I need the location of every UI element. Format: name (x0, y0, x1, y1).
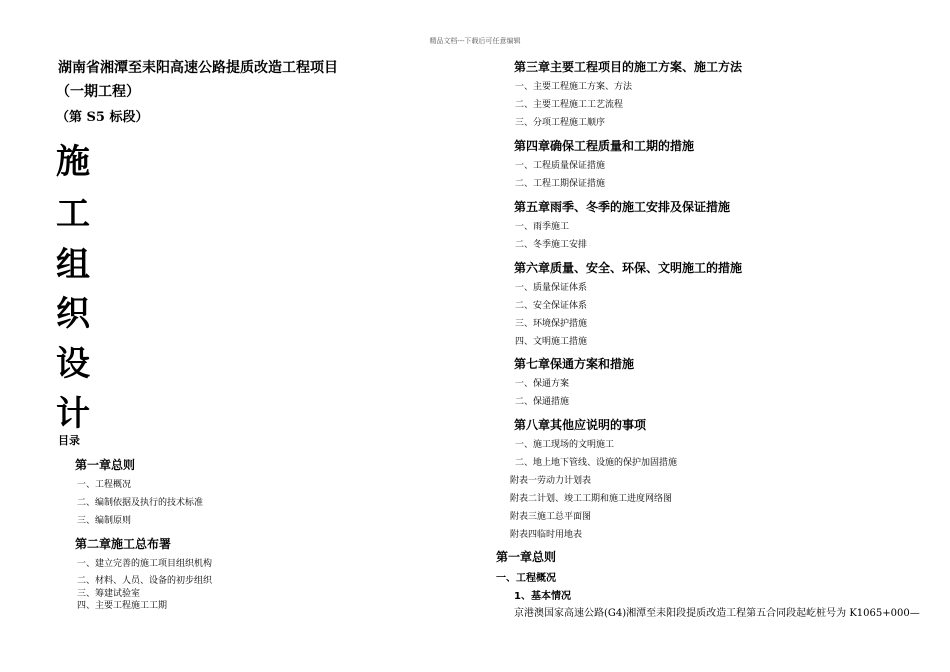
toc-item[interactable]: 二、主要工程施工工艺流程 (515, 100, 624, 110)
toc-chapter-title[interactable]: 第四章确保工程质量和工期的措施 (514, 139, 695, 153)
toc-item[interactable]: 三、环境保护措施 (515, 319, 588, 329)
toc-item[interactable]: 三、编制原则 (77, 516, 132, 526)
toc-label: 目录 (58, 434, 80, 447)
toc-appendix-item[interactable]: 附表三施工总平面图 (510, 512, 592, 522)
toc-appendix-item[interactable]: 附表二计划、竣工工期和施工进度网络图 (510, 494, 673, 504)
body-chapter-heading: 第一章总则 (496, 550, 557, 564)
toc-chapter-title[interactable]: 第八章其他应说明的事项 (514, 418, 647, 432)
big-title-char: 工 (56, 194, 90, 234)
big-title-char: 织 (56, 294, 90, 334)
body-subsection-heading: 1、基本情况 (514, 591, 571, 602)
toc-chapter-title[interactable]: 第一章总则 (75, 458, 136, 472)
toc-item[interactable]: 二、地上地下管线、设施的保护加固措施 (515, 458, 678, 468)
toc-item[interactable]: 一、工程质量保证措施 (515, 161, 606, 171)
toc-item[interactable]: 四、主要工程施工工期 (77, 601, 168, 611)
big-title-char: 设 (56, 344, 90, 384)
toc-item[interactable]: 一、施工现场的文明施工 (515, 440, 615, 450)
project-title-line3: （第 S5 标段） (56, 110, 149, 125)
toc-item[interactable]: 一、工程概况 (77, 480, 132, 490)
big-title-char: 组 (56, 245, 90, 285)
page-header: 精品文档---下载后可任意编辑 (429, 37, 521, 45)
toc-appendix-item[interactable]: 附表一劳动力计划表 (510, 476, 592, 486)
toc-item[interactable]: 一、主要工程施工方案、方法 (515, 82, 633, 92)
toc-chapter-title[interactable]: 第三章主要工程项目的施工方案、施工方法 (514, 60, 743, 74)
toc-item[interactable]: 三、分项工程施工顺序 (515, 118, 606, 128)
toc-chapter-title[interactable]: 第五章雨季、冬季的施工安排及保证措施 (514, 200, 731, 214)
toc-item[interactable]: 二、材料、人员、设备的初步组织 (77, 576, 213, 586)
toc-item[interactable]: 二、工程工期保证措施 (515, 179, 606, 189)
toc-item[interactable]: 三、筹建试验室 (77, 589, 141, 599)
toc-item[interactable]: 一、保通方案 (515, 379, 570, 389)
project-title-line2: （一期工程） (56, 84, 140, 100)
toc-item[interactable]: 一、雨季施工 (515, 222, 570, 232)
body-section-heading: 一、工程概况 (496, 573, 556, 584)
project-title-line1: 湖南省湘潭至耒阳高速公路提质改造工程项目 (58, 60, 338, 76)
toc-chapter-title[interactable]: 第七章保通方案和措施 (514, 357, 635, 371)
big-title-char: 计 (56, 394, 90, 434)
toc-item[interactable]: 二、编制依据及执行的技术标准 (77, 498, 204, 508)
toc-item[interactable]: 一、质量保证体系 (515, 283, 588, 293)
toc-item[interactable]: 一、建立完善的施工项目组织机构 (77, 559, 213, 569)
toc-item[interactable]: 二、冬季施工安排 (515, 240, 588, 250)
toc-appendix-item[interactable]: 附表四临时用地表 (510, 530, 583, 540)
toc-item[interactable]: 四、文明施工措施 (515, 337, 588, 347)
toc-chapter-title[interactable]: 第六章质量、安全、环保、文明施工的措施 (514, 261, 743, 275)
big-title-char: 施 (56, 142, 90, 182)
toc-item[interactable]: 二、保通措施 (515, 397, 570, 407)
toc-item[interactable]: 二、安全保证体系 (515, 301, 588, 311)
body-paragraph: 京港澳国家高速公路(G4)湘潭至耒阳段提质改造工程第五合同段起屹桩号为 K1065+000— (514, 608, 920, 619)
toc-chapter-title[interactable]: 第二章施工总布署 (75, 537, 172, 551)
